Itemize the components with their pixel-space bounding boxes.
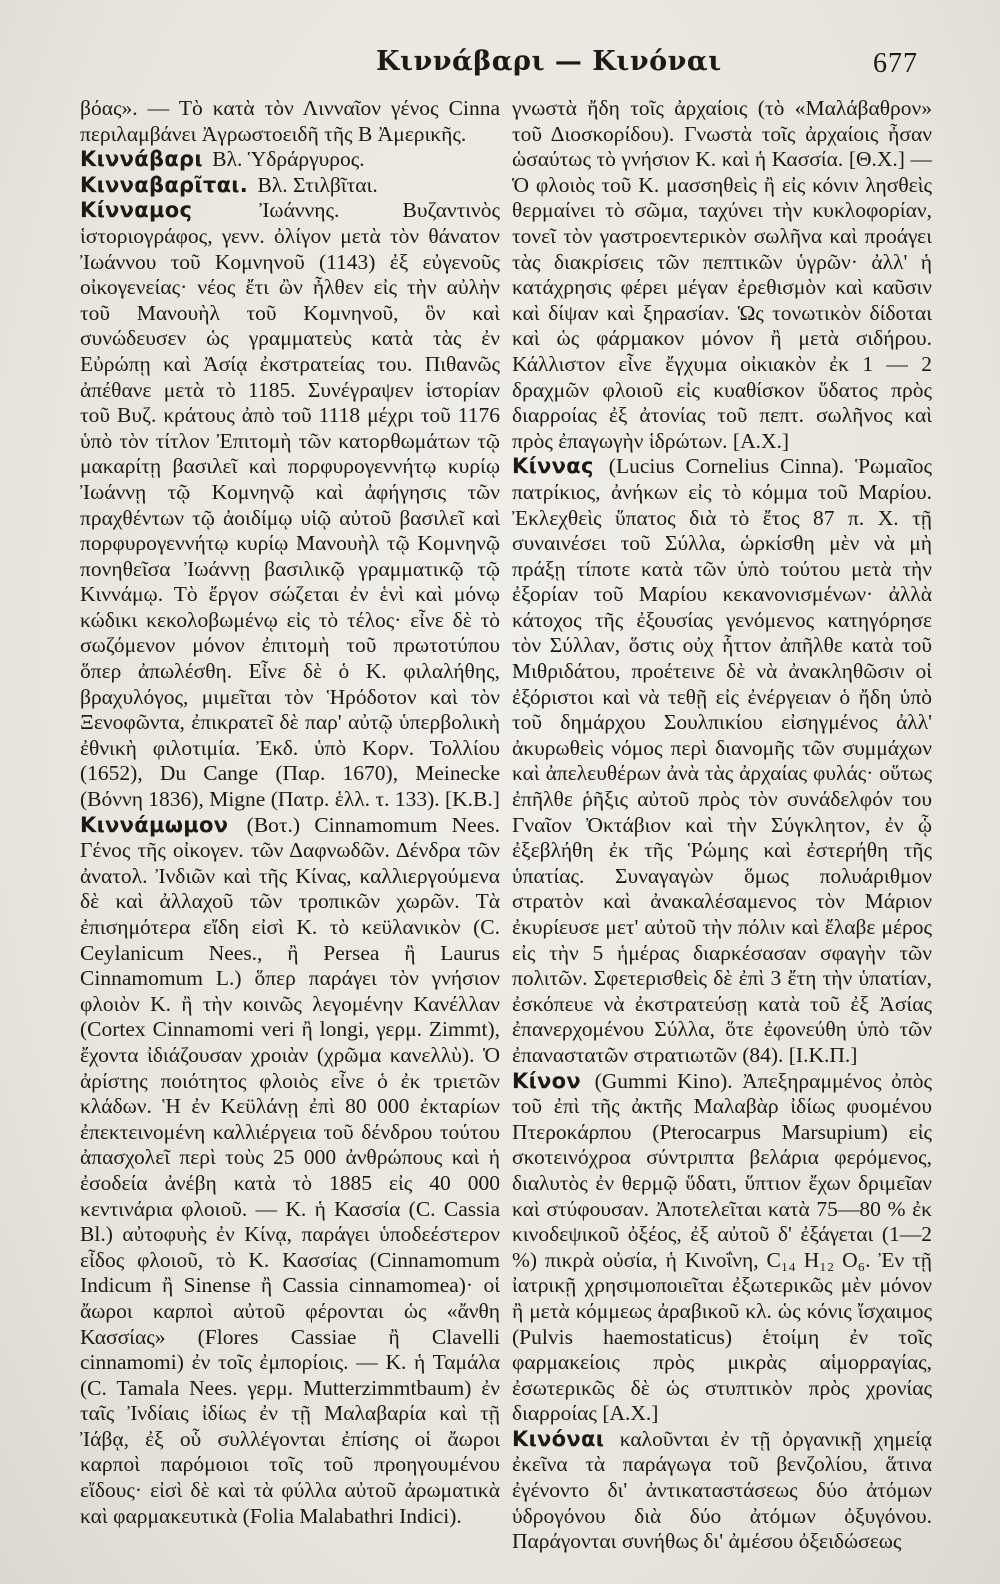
entry-text: (Lucius Cornelius Cinna). Ῥωμαῖος πατρίκιος, ἀνήκων εἰς τὸ κόμμα τοῦ Μαρίου. Ἐκλεχθεὶς ὕπατος διὰ τὸ ἔτος 87 π. Χ. τῇ συναινέσει τοῦ Σύλλα, ὡρκίσθη μὲν νὰ μὴ πράξῃ τίποτε κατὰ τῶν ὑπὸ τούτου μετὰ τὴν ἐξορίαν τοῦ Μαρίου κεκανονισμένων· ἀλλὰ κάτοχος τῆς ἐξουσίας γενόμενος κατηγόρησε τὸν Σύλλαν, ὅστις οὐχ ἧττον ἀπῆλθε κατὰ τοῦ Μιθριδάτου, προέτεινε δὲ νὰ ἀνακληθῶσιν οἱ ἐξόριστοι καὶ νὰ τεθῇ εἰς ἐνέργειαν ὁ ἤδη ὑπὸ τοῦ δημάρχου Σουλπικίου εἰσηγμένος ἀλλ' ἀκυρωθεὶς νόμος περὶ διανομῆς τῶν συμμάχων καὶ ἀπελευθέρων ἀνὰ τὰς ἀρχαίας φυλάς· οὕτως ἐπῆλθε ῥῆξις αὐτοῦ πρὸς τὸν συνάδελφόν του Γναῖον Ὀκτάβιον καὶ τὴν Σύγκλητον, ἐν ᾧ ἐξεβλήθη ἐκ τῆς Ῥώμης καὶ ἐστερήθη τῆς ὑπατίας. Συναγαγὼν ὅμως πολυάριθμον στρατὸν καὶ ἀνακαλέσαμενος τὸν Μάριον ἐκυρίευσε μετ' αὐτοῦ τὴν πόλιν καὶ ἔλαβε μέρος εἰς τὴν 5 ἡμέρας διαρκέσασαν σφαγὴν τῶν πολιτῶν. Σφετερισθεὶς δὲ ἐπὶ 3 ἔτη τὴν ὑπατίαν, ἐσκόπευε νὰ ἐκστρατεύσῃ κατὰ τοῦ ἐξ Ἀσίας ἐπανερχομένου Σύλλα, ὅτε ἐφονεύθη ὑπὸ τῶν ἐπαναστατῶν στρατιωτῶν (84). [Ι.Κ.Π.] [512, 454, 932, 1067]
entry-text: Ἰωάννης. Βυζαντινὸς ἱστοριογράφος, γενν. ὀλίγον μετὰ τὸν θάνατον Ἰωάννου τοῦ Κομνηνοῦ (1143) ἐξ εὐγενοῦς οἰκογενείας· νέος ἔτι ὢν ἦλθεν εἰς τὴν αὐλὴν τοῦ Μανουὴλ τοῦ Κομνηνοῦ, ὃν καὶ συνώδευσεν ὡς γραμματεὺς κατὰ τὰς ἐν Εὐρώπῃ καὶ Ἀσίᾳ ἐκστρατείας του. Πιθανῶς ἀπέθανε μετὰ τὸ 1185. Συνέγραψεν ἱστορίαν τοῦ Βυζ. κράτους ἀπὸ τοῦ 1118 μέχρι τοῦ 1176 ὑπὸ τὸν τίτλον Ἐπιτομὴ τῶν κατορθωμάτων τῷ μακαρίτῃ βασιλεῖ καὶ πορφυρογεννήτῳ κυρίῳ Ἰωάννῃ τῷ Κομνηνῷ καὶ ἀφήγησις τῶν πραχθέντων τῷ ἀοιδίμῳ υἱῷ αὐτοῦ βασιλεῖ καὶ πορφυρογεννήτῳ κυρίῳ Μανουὴλ τῷ Κομνηνῷ πονηθεῖσα Ἰωάννῃ βασιλικῷ γραμματικῷ τῷ Κιννάμῳ. Τὸ ἔργον σώζεται ἐν ἑνὶ καὶ μόνῳ κώδικι κεκολοβωμένῳ εἰς τὸ τέλος· εἶνε δὲ τὸ σωζόμενον μόνον ἐπιτομὴ τοῦ πρωτοτύπου ὅπερ ἀπωλέσθη. Εἶνε δὲ ὁ Κ. φιλαλήθης, βραχυλόγος, μιμεῖται τὸν Ἡρόδοτον καὶ τὸν Ξενοφῶντα, ἐπικρατεῖ δὲ παρ' αὐτῷ ὑπερβολικὴ ἐθνικὴ φιλοτιμία. Ἐκδ. ὑπὸ Κορν. Τολλίου (1652), Du Cange (Παρ. 1670), Meinecke (Βόννη 1836), Migne (Πατρ. ἑλλ. τ. 133). [Κ.Β.] [80, 198, 500, 812]
entry-kinnavaritai [80, 173, 500, 199]
entry-kinnamomon [80, 813, 500, 1530]
headword: Κινναβαρῖται. [80, 172, 249, 197]
headword: Κινόναι [512, 1426, 605, 1451]
entry-text: Βλ. Στιλβῖται. [257, 172, 378, 197]
entry-text: καλοῦνται ἐν τῇ ὀργανικῇ χημείᾳ ἐκεῖνα τὰ παράγωγα τοῦ βενζολίου, ἅτινα ἐγένοντο δι' ἀντικαταστάσεως δύο ἀτόμων ὑδρογόνου διὰ δύο ἀτόμων ὀξυγόνου. Παράγονται συνήθως δι' ἀμέσου ὀξειδώσεως [512, 1426, 932, 1554]
entry-text: (Βοτ.) Cinnamomum Nees. Γένος τῆς οἰκογεν. τῶν Δαφνωδῶν. Δένδρα τῶν ἀνατολ. Ἰνδιῶν καὶ τῆς Κίνας, καλλιεργούμενα δὲ καὶ ἀλλαχοῦ τῶν τροπικῶν χωρῶν. Τὰ ἐπισημότερα εἴδη εἰσὶ Κ. τὸ κεϋλανικὸν (C. Ceylanicum Nees., ἢ Persea ἢ Laurus Cinnamomum L.) ὅπερ παράγει τὸν γνήσιον φλοιὸν Κ. ἢ τὴν κοινῶς λεγομένην Κανέλλαν (Cortex Cinnamomi veri ἢ longi, γερμ. Zimmt), ἔχοντα ἰδιάζουσαν χροιὰν (χρῶμα κανελλὺ). Ὁ ἀρίστης ποιότητος φλοιὸς εἶνε ὁ ἐκ τριετῶν κλάδων. Ἡ ἐν Κεϋλάνῃ ἐπὶ 80 000 ἐκταρίων ἐπεκτεινομένη καλλιέργεια τοῦ δένδρου τούτου ἀπασχολεῖ περὶ τοὺς 25 000 ἀνθρώπους καὶ ἡ ἐσοδεία ἀνέβη κατὰ τὸ 1885 εἰς 40 000 κεντινάρια φλοιοῦ. — Κ. ἡ Κασσία (C. Cassia Bl.) αὐτοφυὴς ἐν Κίνᾳ, παράγει ὑποδεέστερον εἶδος φλοιοῦ, τὸ Κ. Κασσίας (Cinnamomum Indicum ἢ Sinense ἢ Cassia cinnamomea)· οἱ ἄωροι καρποὶ αὐτοῦ φέρονται ὡς «ἄνθη Κασσίας» (Flores Cassiae ἢ Clavelli cinnamomi) ἐν τοῖς ἐμπορίοις. — Κ. ἡ Ταμάλα (C. Tamala Nees. γερμ. Mutterzimmtbaum) ἐν ταῖς Ἰνδίαις ἰδίως ἐν τῇ Μαλαβαρία καὶ τῇ Ἰάβᾳ, ἐξ οὗ συλλέγονται ἐπίσης οἱ ἄωροι καρποὶ παρόμοιοι τοῖς τοῦ προηγουμένου εἴδους· εἰσὶ δὲ καὶ τὰ φύλλα αὐτοῦ ἀρωματικὰ καὶ φαρμακευτικὰ (Folia Malabathri Indici). [80, 812, 500, 1528]
entry-text: βόας». — Τὸ κατὰ τὸν Λινναῖον γένος Cinna περιλαμβάνει Ἀγρωστοειδῆ τῆς Β Ἀμερικῆς. [80, 96, 500, 146]
entry-kinonai [512, 1427, 932, 1555]
left-column [80, 96, 500, 1529]
headword: Κίννας [512, 454, 594, 479]
headword: Κιννάβαρι [80, 147, 203, 172]
entry-kinnas [512, 454, 932, 1068]
entry-kinnavari [80, 147, 500, 173]
headword: Κίνναμος [80, 198, 193, 223]
headword: Κιννάμωμον [80, 812, 229, 837]
running-head: Κιννάβαρι — Κινόναι [376, 46, 722, 77]
headword: Κίνον [512, 1068, 581, 1093]
entry-continuation [80, 96, 500, 147]
page-number: 677 [873, 48, 918, 79]
entry-text: γνωστὰ ἤδη τοῖς ἀρχαίοις (τὸ «Μαλάβαθρον» τοῦ Διοσκορίδου). Γνωστὰ τοῖς ἀρχαίοις ἦσαν ὡσαύτως τὸ γνήσιον Κ. καὶ ἡ Κασσία. [Θ.Χ.] — Ὁ φλοιὸς τοῦ Κ. μασσηθεὶς ἢ εἰς κόνιν λησθεὶς θερμαίνει τὸ σῶμα, ταχύνει τὴν κυκλοφορίαν, τονεῖ τὸν γαστροεντερικὸν σωλῆνα καὶ προάγει τὰς διακρίσεις τῶν πεπτικῶν ὑγρῶν· ἀλλ' ἡ κατάχρησις φέρει μέγαν ἐρεθισμὸν καὶ καῦσιν καὶ δίψαν καὶ ξηρασίαν. Ὡς τονωτικὸν δίδοται καὶ ὡς φάρμακον μόνον ἢ μετὰ σιδήρου. Κάλλιστον εἶνε ἔγχυμα οἰκιακὸν ἐκ 1 — 2 δραχμῶν φλοιοῦ εἰς κυαθίσκον ὕδατος πρὸς διαρροίας ἐξ ἀτονίας τοῦ πεπτ. σωλῆνος καὶ πρὸς ἐπαγωγὴν ἱδρώτων. [Α.Χ.] [512, 96, 932, 453]
entry-continuation [512, 96, 932, 454]
entry-text: (Gummi Kino). Ἀπεξηραμμένος ὀπὸς τοῦ ἐπὶ τῆς ἀκτῆς Μαλαβὰρ ἰδίως φυομένου Πτεροκάρπου (Pterocarpus Marsupium) εἰς σκοτεινόχροα σύντριπτα βελάρια φερόμενος, διαλυτὸς ἐν θερμῷ ὕδατι, ὕπτιον ἔχων δριμεῖαν καὶ στύφουσαν. Ἀποτελεῖται κατὰ 75—80 % ἐκ κινοδεψικοῦ ὀξέος, ἐξ αὐτοῦ δ' ἐξάγεται (1—2 %) πικρὰ οὐσία, ἡ Κινοΐνη, C₁₄ H₁₂ O₆. Ἐν τῇ ἰατρικῇ χρησιμοποιεῖται ἐξωτερικῶς μὲν μόνον ἢ μετὰ κόμμεως ἀραβικοῦ κλ. ὡς κόνις ἴσχαιμος (Pulvis haemostaticus) ἑτοίμη ἐν τοῖς φαρμακείοις πρὸς μικρὰς αἱμορραγίας, ἐσωτερικῶς δὲ ὡς στυπτικὸν πρὸς χρονίας διαρροίας [Α.Χ.] [512, 1068, 932, 1426]
right-column [512, 96, 932, 1555]
entry-text: Βλ. Ὑδράργυρος. [212, 147, 365, 172]
entry-kinon [512, 1069, 932, 1427]
entry-kinnamos [80, 198, 500, 812]
